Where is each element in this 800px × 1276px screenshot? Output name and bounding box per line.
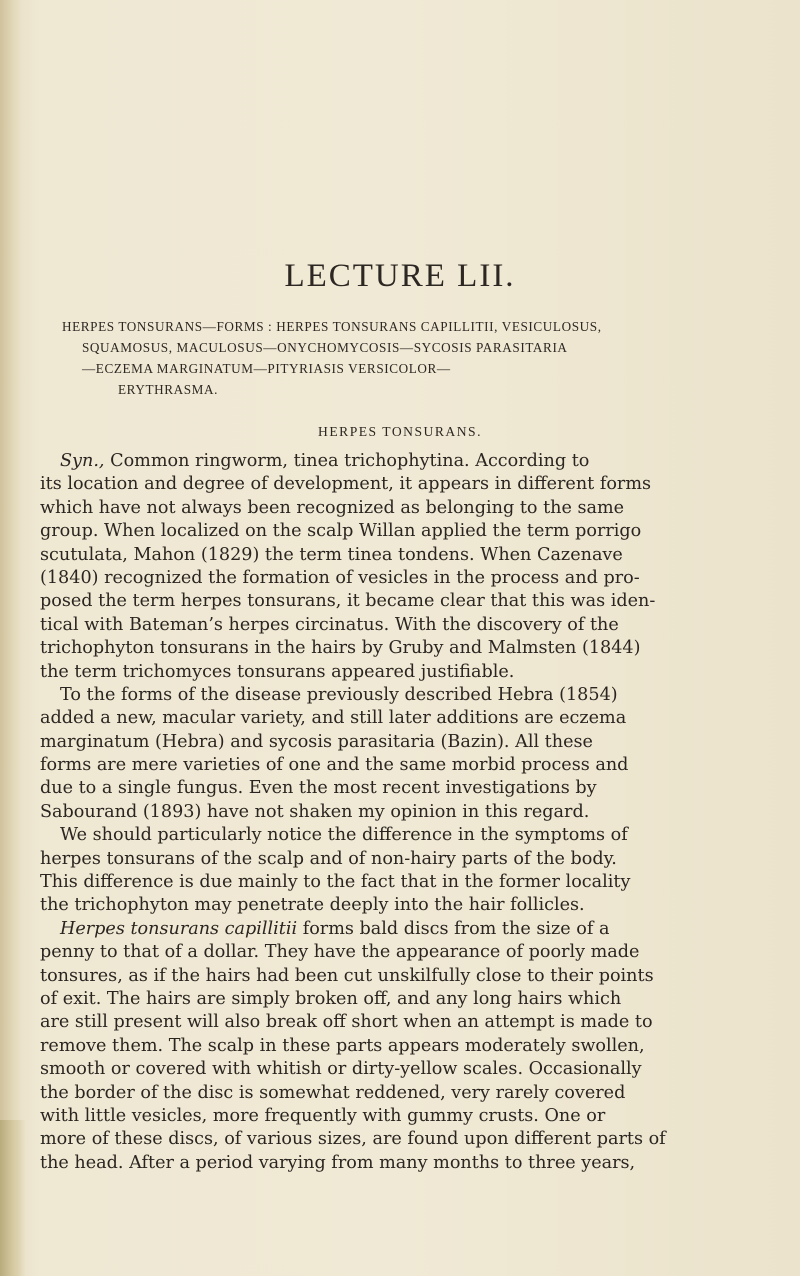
text-line: the trichophyton may penetrate deeply into the hair follicles. [40,895,585,916]
text-line: To the forms of the disease previously described Hebra (1854) [60,684,618,705]
body-text [40,450,760,1175]
text-line: group. When localized on the scalp Willan applied the term porrigo [40,521,642,542]
text-line: the border of the disc is somewhat reddened, very rarely covered [40,1082,626,1103]
text-line: are still present will also break off short when an attempt is made to [40,1012,653,1033]
text-line: This difference is due mainly to the fact that in the former locality [40,872,631,893]
text-line: added a new, macular variety, and still later additions are eczema [40,708,627,729]
synopsis-line: ERYTHRASMA. [118,382,219,397]
text-line: Sabourand (1893) have not shaken my opinion in this regard. [40,801,590,822]
synopsis-line: SQUAMOSUS, MACULOSUS—ONYCHOMYCOSIS—SYCOSIS PARASITARIA [82,340,568,355]
text-line: herpes tonsurans of the scalp and of non-hairy parts of the body. [40,848,617,869]
text-line [40,918,760,941]
section-heading: HERPES TONSURANS. [318,424,482,439]
text-line: posed the term herpes tonsurans, it became clear that this was iden- [40,591,656,612]
text-span: Common ringworm, tinea trichophytina. According to [104,451,590,471]
text-line: marginatum (Hebra) and sycosis parasitaria (Bazin). All these [40,731,593,752]
text-line: forms are mere varieties of one and the same morbid process and [40,755,629,776]
lecture-synopsis [62,316,752,400]
synopsis-line: —ECZEMA MARGINATUM—PITYRIASIS VERSICOLOR— [82,361,451,376]
text-span: forms bald discs from the size of a [297,918,610,939]
text-line: due to a single fungus. Even the most recent investigations by [40,778,597,799]
text-line: remove them. The scalp in these parts appears moderately swollen, [40,1035,645,1056]
synonym-label: Syn., [60,451,105,471]
text-line: which have not always been recognized as belonging to the same [40,497,625,518]
text-line: scutulata, Mahon (1829) the term tinea tondens. When Cazenave [40,544,623,565]
synopsis-line: HERPES TONSURANS—FORMS : HERPES TONSURANS CAPILLITII, VESICULOSUS, [62,319,602,334]
text-line: tical with Bateman’s herpes circinatus. With the discovery of the [40,614,619,635]
text-line: smooth or covered with whitish or dirty-yellow scales. Occasionally [40,1059,642,1080]
text-line: tonsures, as if the hairs had been cut unskilfully close to their points [40,965,654,986]
lecture-title: LECTURE LII. [284,258,516,294]
text-line: more of these discs, of various sizes, are found upon different parts of [40,1129,666,1150]
text-line: with little vesicles, more frequently with gummy crusts. One or [40,1105,606,1126]
text-line: trichophyton tonsurans in the hairs by Gruby and Malmsten (1844) [40,638,641,659]
text-line: the term trichomyces tonsurans appeared justifiable. [40,661,515,682]
text-line: (1840) recognized the formation of vesicles in the process and pro- [40,567,640,588]
text-line: the head. After a period varying from many months to three years, [40,1152,636,1173]
page-binding-edge [0,0,22,1276]
text-line: its location and degree of development, it appears in different forms [40,474,652,495]
italic-term: Herpes tonsurans capillitii [60,918,298,939]
page-binding-shadow [0,1120,26,1276]
text-line: We should particularly notice the difference in the symptoms of [60,825,628,846]
text-line: of exit. The hairs are simply broken off, and any long hairs which [40,988,622,1009]
text-line: penny to that of a dollar. They have the appearance of poorly made [40,942,640,963]
text-line [40,450,760,473]
